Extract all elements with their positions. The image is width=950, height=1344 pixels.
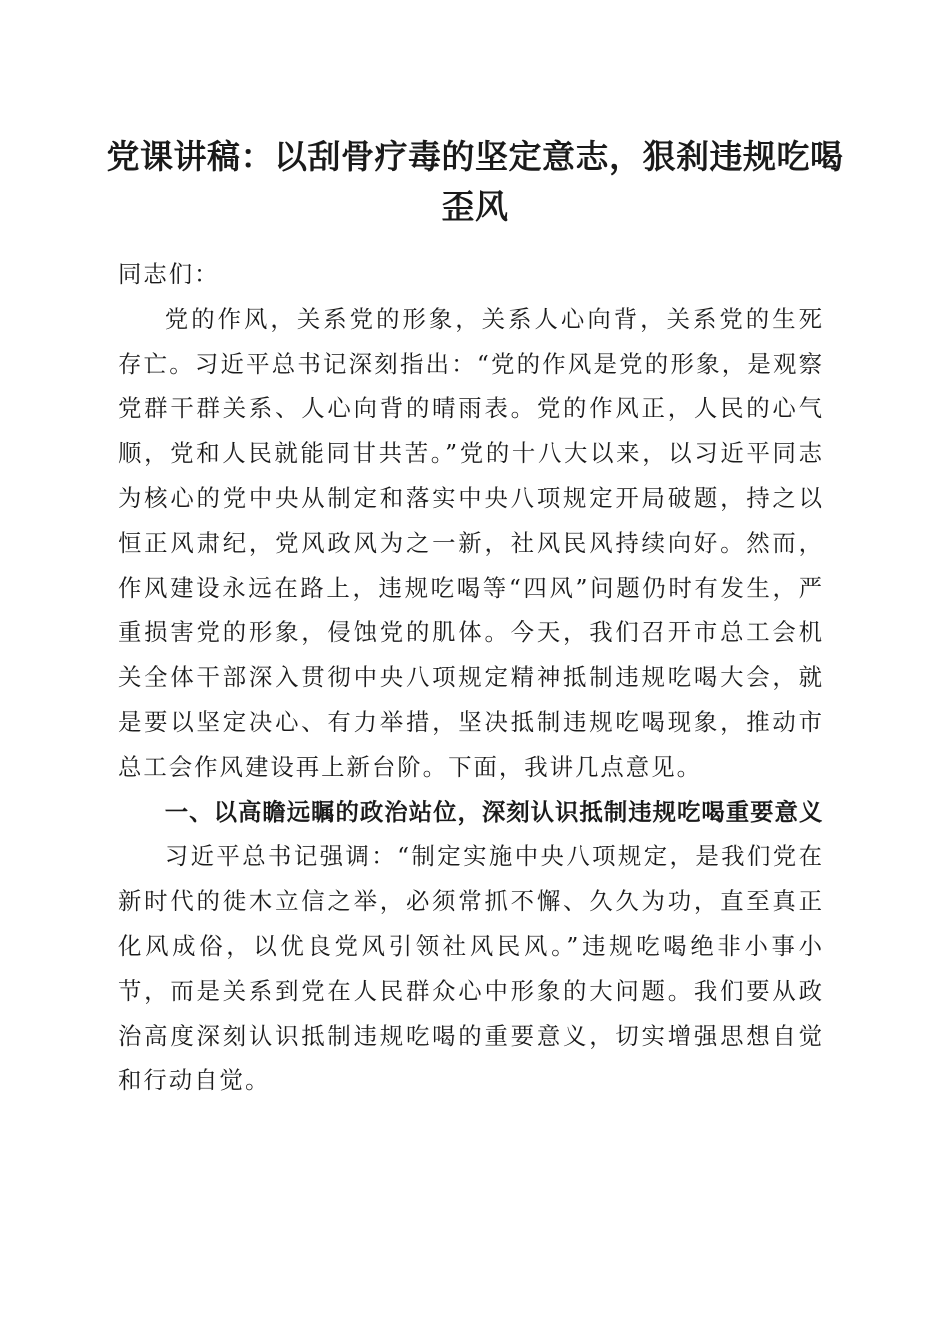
paragraph-intro: 党的作风，关系党的形象，关系人心向背，关系党的生死存亡。习近平总书记深刻指出：“党的作风是党的形象，是观察党群干群关系、人心向背的晴雨表。党的作风正，人民的心气顺，党和人民就能同甘共苦。”党的十八大以来，以习近平同志为核心的党中央从制定和落实中央八项规定开局破题，持之以恒正风肃纪，党风政风为之一新，社风民风持续向好。然而，作风建设永远在路上，违规吃喝等“四风”问题仍时有发生，严重损害党的形象，侵蚀党的肌体。今天，我们召开市总工会机关全体干部深入贯彻中央八项规定精神抵制违规吃喝大会，就是要以坚定决心、有力举措，坚决抵制违规吃喝现象，推动市总工会作风建设再上新台阶。下面，我讲几点意见。 xyxy=(118,304,824,781)
document-body xyxy=(118,252,824,1103)
paragraph-section-1: 习近平总书记强调：“制定实施中央八项规定，是我们党在新时代的徙木立信之举，必须常抓不懈、久久为功，直至真正化风成俗，以优良党风引领社风民风。”违规吃喝绝非小事小节，而是关系到党在人民群众心中形象的大问题。我们要从政治高度深刻认识抵制违规吃喝的重要意义，切实增强思想自觉和行动自觉。 xyxy=(118,842,824,1095)
section-heading-1: 一、以高瞻远瞩的政治站位，深刻认识抵制违规吃喝重要意义 xyxy=(164,797,824,826)
document-title: 党课讲稿：以刮骨疗毒的坚定意志，狠刹违规吃喝歪风 xyxy=(106,137,844,226)
salutation: 同志们： xyxy=(118,260,220,288)
